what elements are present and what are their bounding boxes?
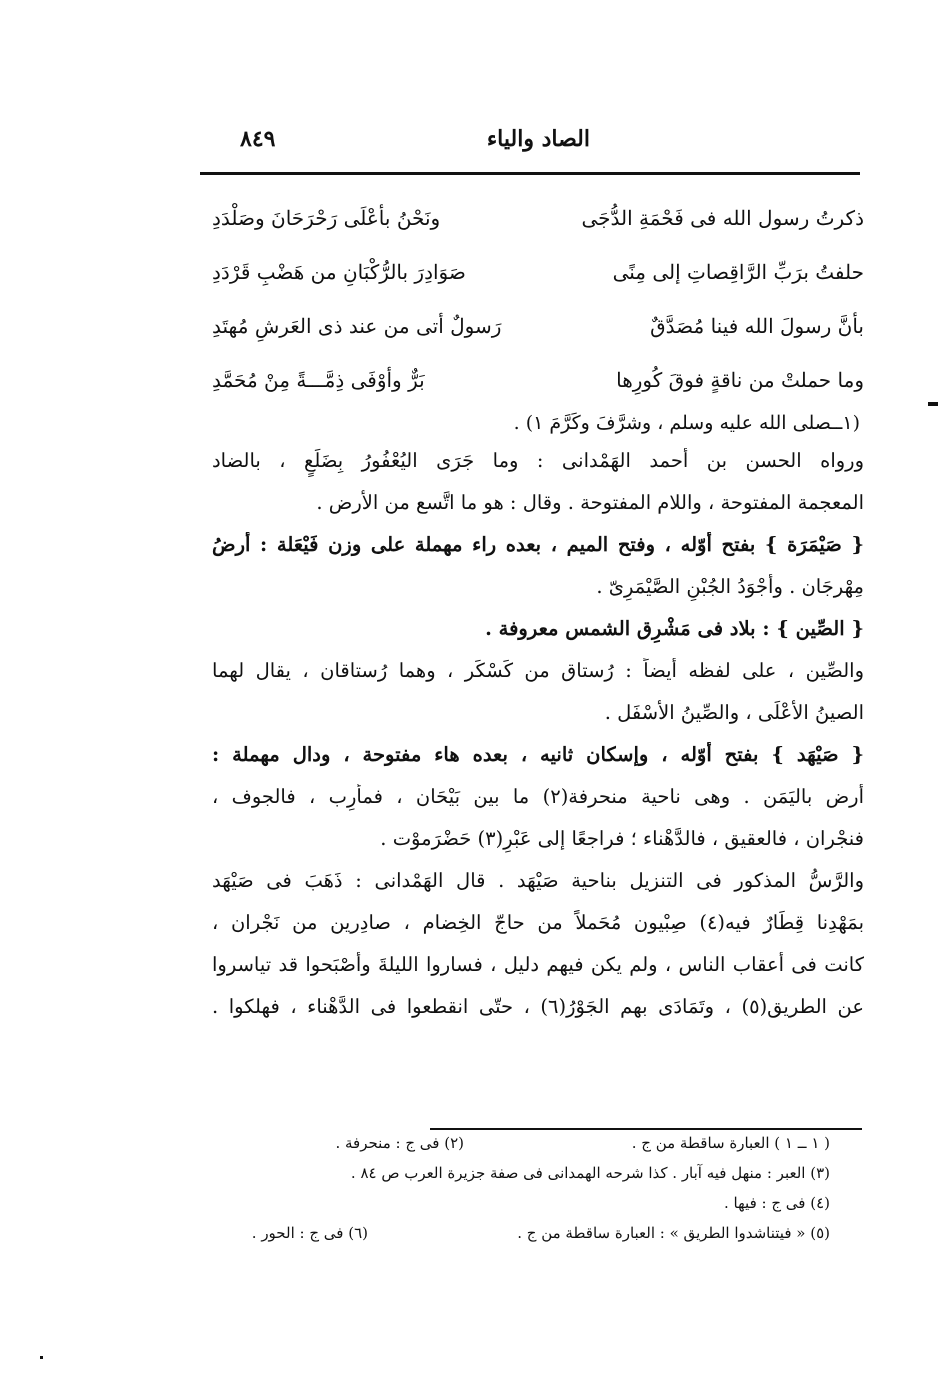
body-text [212,448,864,1036]
text-line: الصينُ الأعْلَى ، والصِّينُ الأسْفَل . [604,701,864,724]
footnote-row [212,1134,864,1164]
text-line: فنجْران ، فالعقيق ، فالدَّهْناء ؛ فراجعًا إلى عَبْرِ(٣) حَضْرَموْت . [380,827,864,850]
text-line: بمَهْدِنا قِطَارٌ فيه(٤) صِبْيون مُحَملاً من حاجّ الخِضام ، صادِرين من نَجْران ، [212,911,864,934]
margin-mark [928,402,938,406]
footnote: (٤) فى ج : فيها . [724,1194,830,1212]
verse-second-hemistich: صَوَادِرَ بالرُّكْبَانِ من هَضْبِ قَرْدَدِ [212,260,466,284]
footnote: (٥) « فيتناشدوا الطريق » : العبارة ساقطة من ج . [517,1224,830,1242]
verse-line [212,308,864,362]
footnote: (٢) فى ج : منحرفة . [335,1134,464,1152]
verse-first-hemistich: ذكرتُ رسول الله فى فَحْمَةِ الدُّجَى [581,206,864,230]
footnote-row [212,1164,864,1194]
verse-line [212,254,864,308]
verse-second-hemistich: ونَحْنُ بأعْلَى رَحْرَحَانَ وصَلْدَدِ [212,206,441,230]
text-line: عن الطريق(٥) ، وتَمَادَى بهم الجَوْرُ(٦) ، حتّى انقطعوا فى الدَّهْناء ، فهلكوا . [212,995,864,1018]
page-number: ٨٤٩ [240,126,276,152]
footnote: ( ١ ــ ١ ) العبارة ساقطة من ج . [631,1134,830,1152]
text-line: كانت فى أعقاب الناس ، ولم يكن فيهم دليل ، فساروا الليلةَ وأصْبَحوا قد تياسروا [212,953,864,976]
chapter-title: الصاد والياء [486,126,590,152]
entry-line-sayhad: { صَيْهَد } بفتح أوّله ، وإسكان ثانيه ، بعده هاء مفتوحة ، ودال مهملة : [212,743,864,766]
text-line: والرَّسُّ المذكور فى التنزيل بناحية صَيْهَد . قال الهَمْدانى : ذَهَبَ فى صَيْهَد [212,869,864,892]
verse-line [212,362,864,416]
text-line: المعجمة المفتوحة ، واللام المفتوحة . وقال : هو ما اتَّسع من الأرض . [316,491,864,514]
entry-line-sin: { الصِّين } : بلاد فى مَشْرِق الشمس معروفة . [485,617,864,640]
verse-tail: (١ــصلى الله عليه وسلم ، وشرَّفَ وكَرَّمَ ١) . [513,412,860,434]
verse-line [212,200,864,254]
text-line: ورواه الحسن بن أحمد الهَمْدانى : وما جَرَى اليُعْفُورُ بِضَلَعٍ ، بالضاد [212,449,864,472]
verse-first-hemistich: حلفتُ برَبِّ الرَّاقِصاتِ إلى مِنًى [612,260,864,284]
text-line: أرض باليَمَن . وهى ناحية منحرفة(٢) ما بين بَيْحَان ، فمأرِب ، فالجوف ، [212,785,864,808]
footnote-rule [430,1128,862,1130]
footnotes [212,1134,864,1254]
verse-second-hemistich: رَسولٌ أتى من عند ذى العَرشِ مُهتَدِ [212,314,502,338]
header-rule [200,172,860,175]
text-line: مِهْرجَان . وأجْوَدُ الجُبْنِ الصَّيْمَرِىّ . [596,575,864,598]
running-header [200,124,860,160]
footnote: (٦) فى ج : الحور . [251,1224,368,1242]
verse-first-hemistich: وما حملتْ من ناقةٍ فوقَ كُورِها [616,368,864,392]
verse-second-hemistich: بَرٌّ وأوْفَى ذِمَّـــةً مِنْ مُحَمَّدِ [212,368,425,392]
footnote-row [212,1194,864,1224]
poem-block [212,200,864,416]
text-line: والصِّين ، على لفظه أيضاً : رُستاق من كَسْكَر ، وهما رُستاقان ، يقال لهما [212,659,864,682]
verse-first-hemistich: بأنَّ رسولَ الله فينا مُصَدَّقٌ [650,314,864,338]
footnote: (٣) العبر : منهل فيه آبار . كذا شرحه الهمدانى فى صفة جزيرة العرب ص ٨٤ . [350,1164,830,1182]
entry-line-saymara: { صَيْمَرَة } بفتح أوّله ، وفتح الميم ، بعده راء مهملة على وزن فَيْعَلة : أرضُ [212,533,864,556]
speck [40,1356,43,1359]
footnote-row [212,1224,864,1254]
